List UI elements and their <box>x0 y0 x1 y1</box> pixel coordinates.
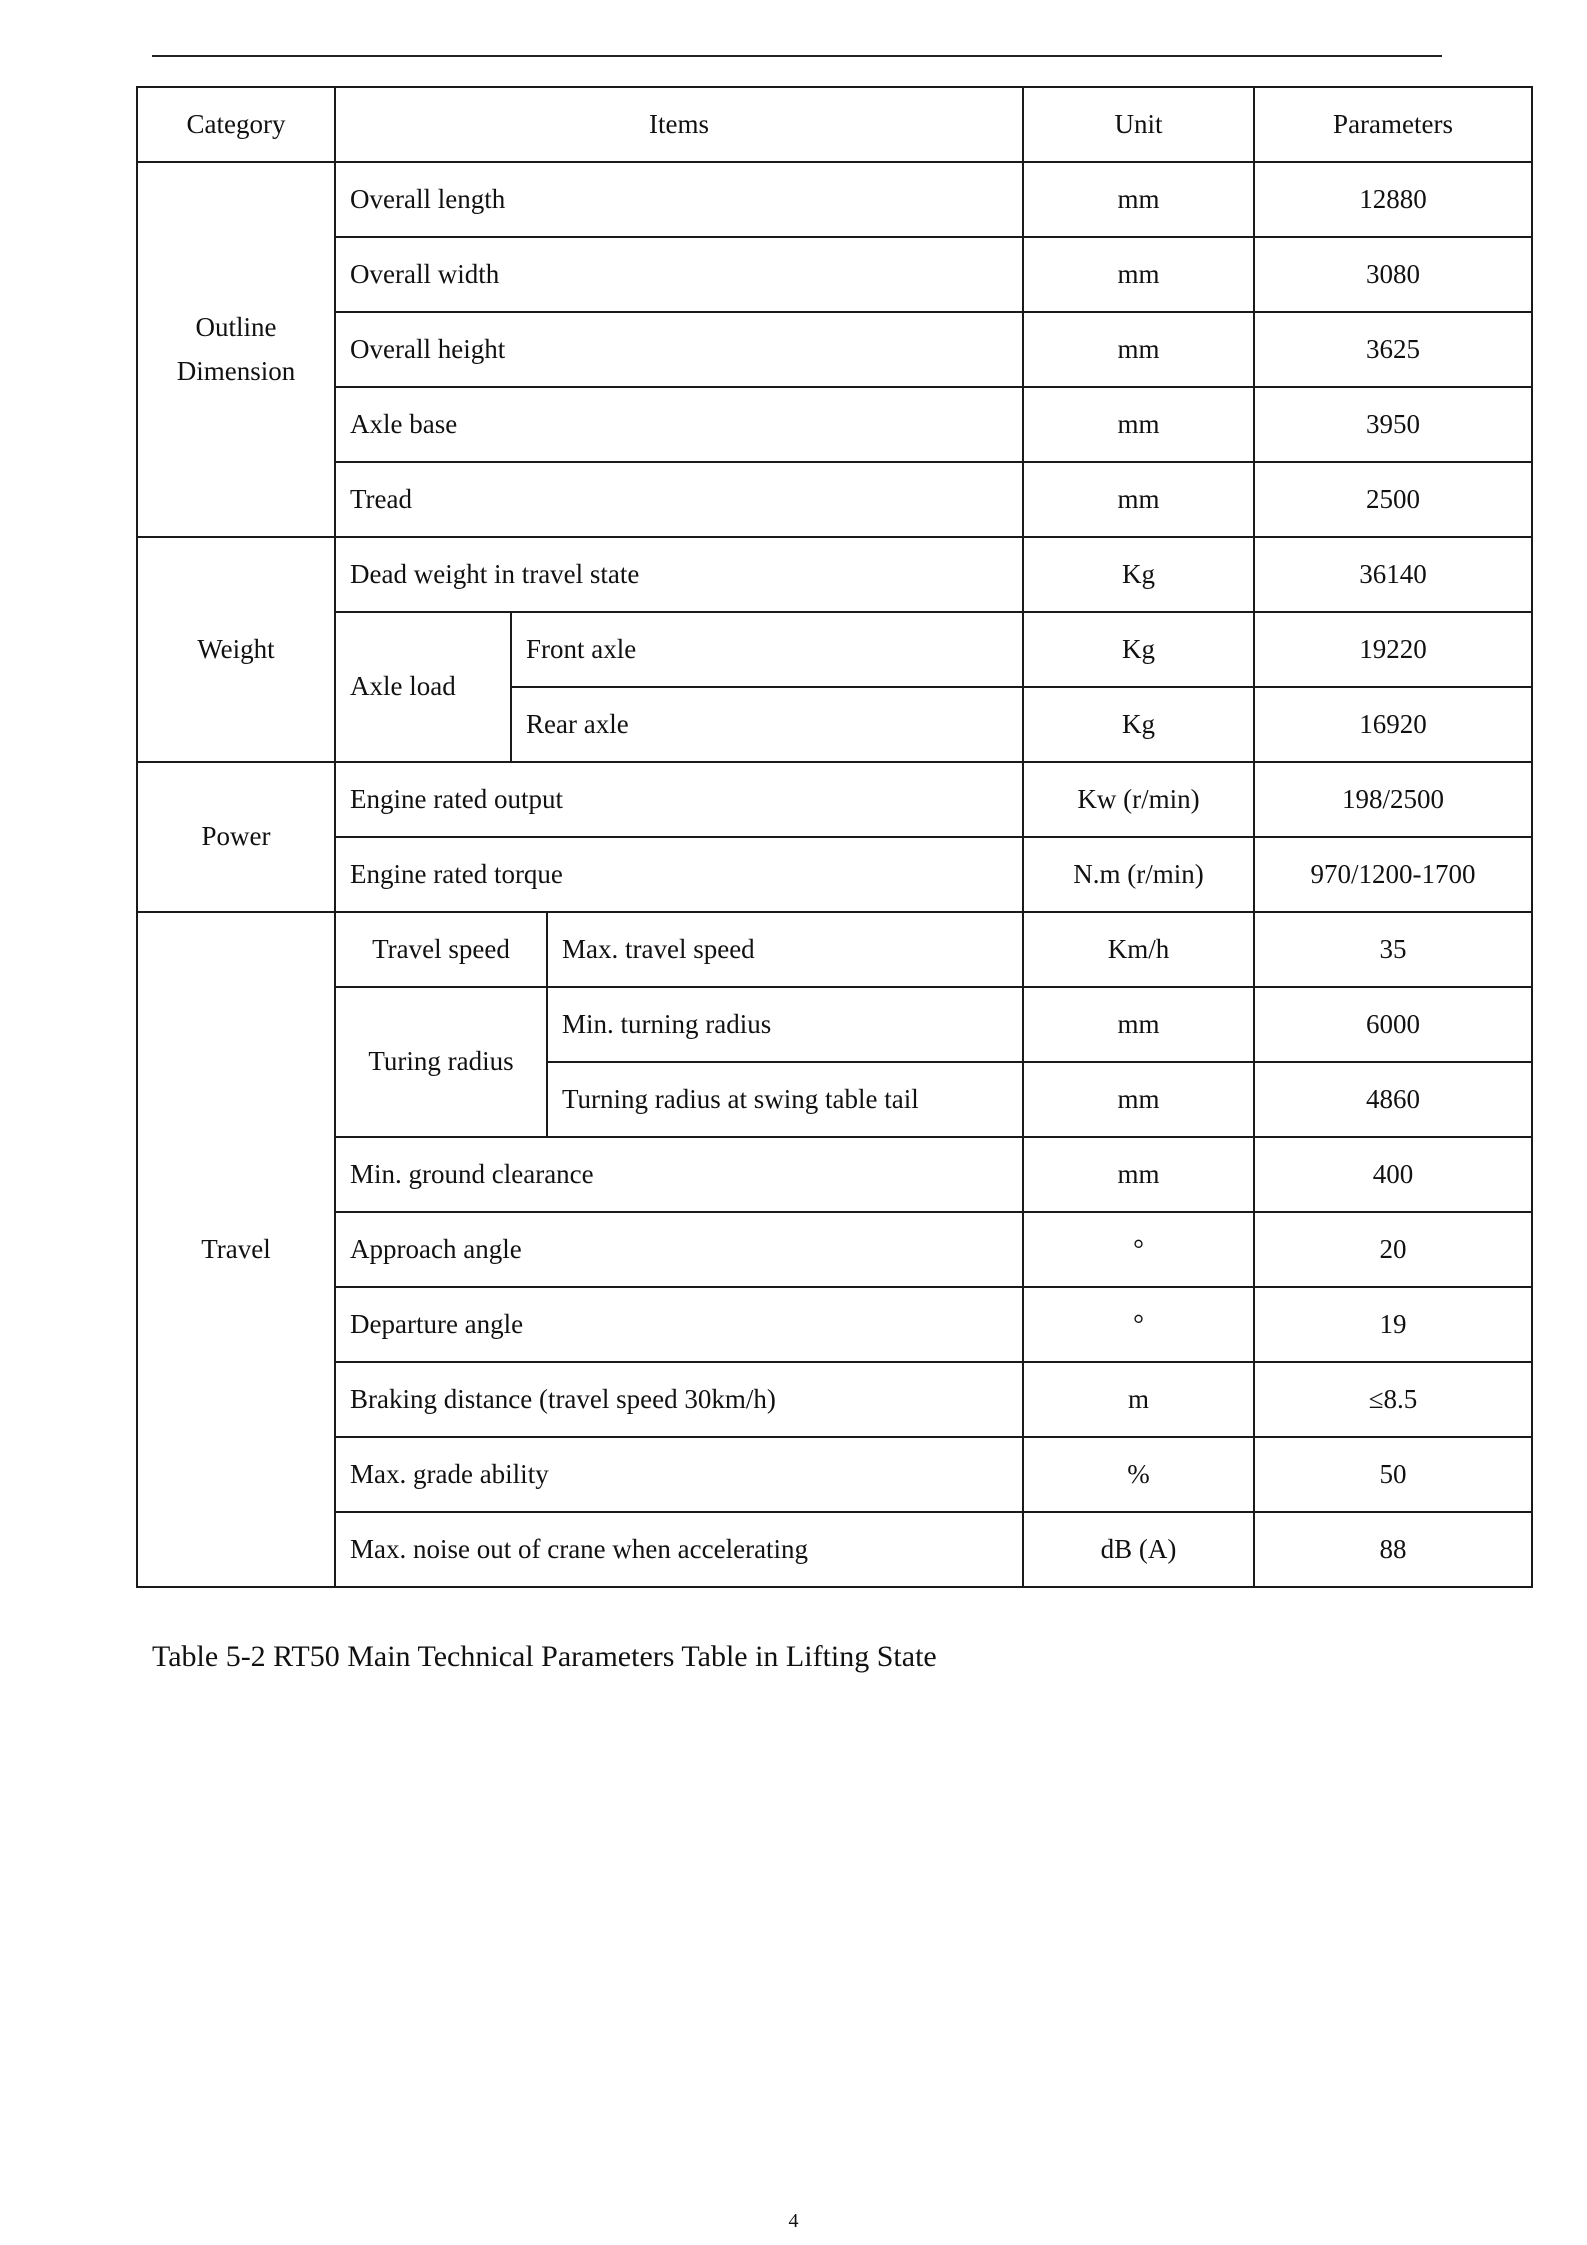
item-cell: Max. grade ability <box>335 1437 1023 1512</box>
unit-cell: N.m (r/min) <box>1023 837 1254 912</box>
table-row <box>137 837 1532 912</box>
category-power: Power <box>137 762 335 912</box>
table-row <box>137 912 1532 987</box>
value-cell: 3080 <box>1254 237 1532 312</box>
unit-cell: Kw (r/min) <box>1023 762 1254 837</box>
item-cell: Overall width <box>335 237 1023 312</box>
category-outline-line2: Dimension <box>176 355 296 386</box>
value-cell: 2500 <box>1254 462 1532 537</box>
table-row <box>137 1362 1532 1437</box>
value-cell: 4860 <box>1254 1062 1532 1137</box>
table-row <box>137 312 1532 387</box>
item-cell: Min. turning radius <box>547 987 1023 1062</box>
value-cell: 35 <box>1254 912 1532 987</box>
category-weight: Weight <box>137 537 335 762</box>
category-outline-dimension <box>137 162 335 537</box>
item-cell: Engine rated torque <box>335 837 1023 912</box>
table-row <box>137 612 1532 687</box>
unit-cell: dB (A) <box>1023 1512 1254 1587</box>
table-caption: Table 5-2 RT50 Main Technical Parameters Table in Lifting State <box>152 1640 937 1673</box>
item-cell: Max. travel speed <box>547 912 1023 987</box>
item-cell: Rear axle <box>511 687 1023 762</box>
item-cell: Max. noise out of crane when accelerating <box>335 1512 1023 1587</box>
subgroup-axle-load: Axle load <box>335 612 511 762</box>
table-row <box>137 237 1532 312</box>
value-cell: 36140 <box>1254 537 1532 612</box>
value-cell: 19 <box>1254 1287 1532 1362</box>
unit-cell: m <box>1023 1362 1254 1437</box>
table-row <box>137 762 1532 837</box>
category-outline-line1: Outline <box>195 312 277 343</box>
value-cell: 3625 <box>1254 312 1532 387</box>
table-row <box>137 1287 1532 1362</box>
value-cell: 20 <box>1254 1212 1532 1287</box>
table-row <box>137 1437 1532 1512</box>
unit-cell: mm <box>1023 1062 1254 1137</box>
subgroup-travel-speed: Travel speed <box>335 912 547 987</box>
value-cell: 400 <box>1254 1137 1532 1212</box>
table-row <box>137 987 1532 1062</box>
unit-cell: mm <box>1023 312 1254 387</box>
item-cell: Front axle <box>511 612 1023 687</box>
value-cell: 6000 <box>1254 987 1532 1062</box>
unit-cell: mm <box>1023 387 1254 462</box>
value-cell: 88 <box>1254 1512 1532 1587</box>
unit-cell: mm <box>1023 237 1254 312</box>
item-cell: Approach angle <box>335 1212 1023 1287</box>
item-cell: Braking distance (travel speed 30km/h) <box>335 1362 1023 1437</box>
table-row <box>137 1212 1532 1287</box>
value-cell: 198/2500 <box>1254 762 1532 837</box>
table-row <box>137 1512 1532 1587</box>
value-cell: 3950 <box>1254 387 1532 462</box>
page-number: 4 <box>788 2210 799 2232</box>
unit-cell: mm <box>1023 162 1254 237</box>
value-cell: 50 <box>1254 1437 1532 1512</box>
value-cell: ≤8.5 <box>1254 1362 1532 1437</box>
item-cell: Min. ground clearance <box>335 1137 1023 1212</box>
subgroup-turning-radius: Turing radius <box>335 987 547 1137</box>
category-travel: Travel <box>137 912 335 1587</box>
unit-cell: ° <box>1023 1212 1254 1287</box>
unit-cell: mm <box>1023 987 1254 1062</box>
unit-cell: mm <box>1023 1137 1254 1212</box>
table-header-row <box>137 87 1532 162</box>
unit-cell: Kg <box>1023 687 1254 762</box>
table-row <box>137 1137 1532 1212</box>
item-cell: Departure angle <box>335 1287 1023 1362</box>
item-cell: Turning radius at swing table tail <box>547 1062 1023 1137</box>
technical-parameters-table <box>136 86 1533 1588</box>
unit-cell: mm <box>1023 462 1254 537</box>
header-items: Items <box>335 87 1023 162</box>
item-cell: Dead weight in travel state <box>335 537 1023 612</box>
header-category: Category <box>137 87 335 162</box>
item-cell: Overall height <box>335 312 1023 387</box>
unit-cell: Km/h <box>1023 912 1254 987</box>
unit-cell: Kg <box>1023 537 1254 612</box>
unit-cell: Kg <box>1023 612 1254 687</box>
unit-cell: ° <box>1023 1287 1254 1362</box>
item-cell: Axle base <box>335 387 1023 462</box>
unit-cell: % <box>1023 1437 1254 1512</box>
value-cell: 12880 <box>1254 162 1532 237</box>
value-cell: 19220 <box>1254 612 1532 687</box>
item-cell: Engine rated output <box>335 762 1023 837</box>
table-row <box>137 462 1532 537</box>
value-cell: 16920 <box>1254 687 1532 762</box>
header-parameters: Parameters <box>1254 87 1532 162</box>
item-cell: Overall length <box>335 162 1023 237</box>
header-unit: Unit <box>1023 87 1254 162</box>
value-cell: 970/1200-1700 <box>1254 837 1532 912</box>
table-row <box>137 162 1532 237</box>
header-rule <box>152 55 1442 57</box>
table-row <box>137 537 1532 612</box>
table-row <box>137 387 1532 462</box>
item-cell: Tread <box>335 462 1023 537</box>
